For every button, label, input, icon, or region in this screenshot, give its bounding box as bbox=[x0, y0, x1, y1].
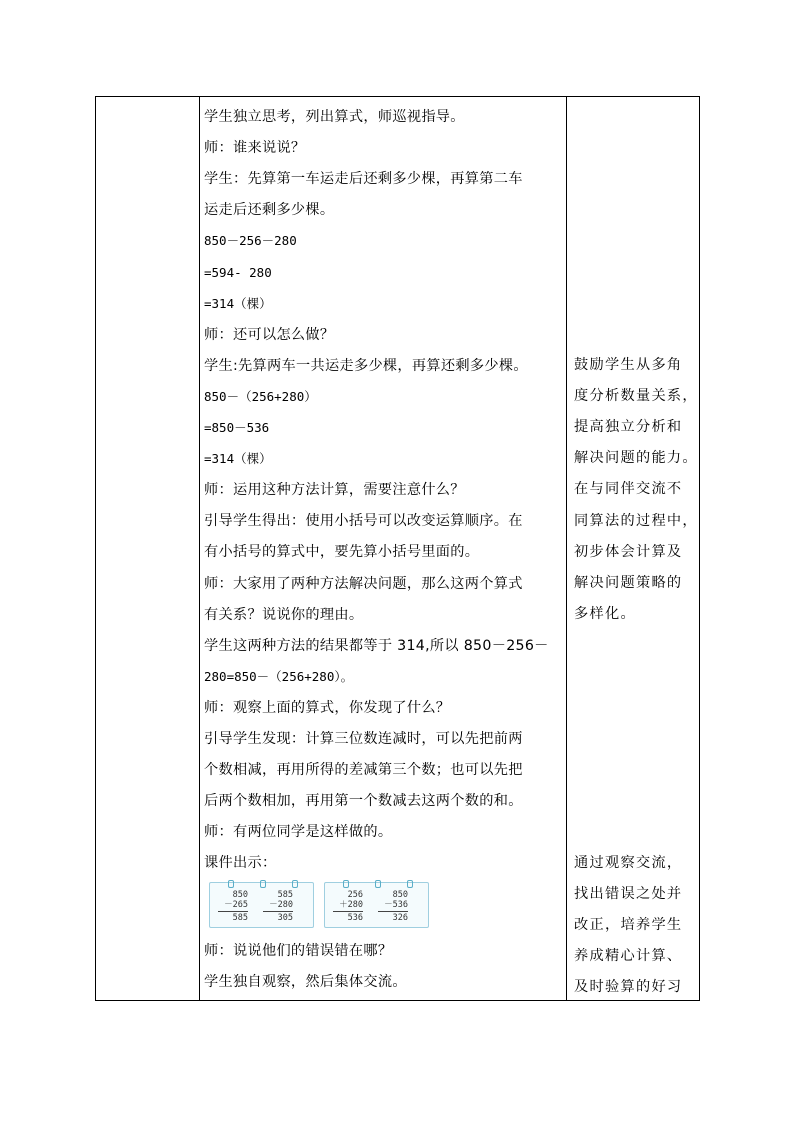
text-line: 280=850－（256+280）。 bbox=[204, 668, 354, 684]
calc-operand: －536 bbox=[384, 899, 408, 910]
design-note-line: 解决问题的能力。 bbox=[574, 450, 698, 467]
calc-top: 585 bbox=[277, 889, 293, 900]
text-line: 师：谁来说说？ bbox=[204, 140, 306, 157]
column-divider-2 bbox=[566, 97, 567, 1000]
design-note-line: 初步体会计算及 bbox=[574, 543, 683, 560]
binder-ring-icon bbox=[292, 880, 298, 888]
vertical-calculation bbox=[333, 890, 363, 923]
binder-ring-icon bbox=[343, 880, 349, 888]
calc-operand: －280 bbox=[269, 899, 293, 910]
text-line: 有关系？说说你的理由。 bbox=[204, 606, 364, 623]
vertical-calculation bbox=[263, 890, 293, 923]
text-line: 师：有两位同学是这样做的。 bbox=[204, 824, 393, 841]
design-note-line: 在与同伴交流不 bbox=[574, 481, 683, 498]
design-note-line: 养成精心计算、 bbox=[574, 948, 683, 965]
text-line: 师：还可以怎么做？ bbox=[204, 326, 335, 343]
text-line: 学生独自观察，然后集体交流。 bbox=[204, 973, 407, 990]
binder-ring-icon bbox=[407, 880, 413, 888]
design-note-line: 及时验算的好习 bbox=[574, 979, 683, 996]
text-line: 有小括号的算式中，要先算小括号里面的。 bbox=[204, 544, 480, 561]
design-note-line: 同算法的过程中， bbox=[574, 512, 698, 529]
text-line: 师：说说他们的错误错在哪？ bbox=[204, 942, 393, 959]
design-note-line: 提高独立分析和 bbox=[574, 419, 683, 436]
text-line: 850－256－280 bbox=[204, 233, 297, 249]
text-line: =850－536 bbox=[204, 420, 270, 435]
calc-operand: －265 bbox=[224, 899, 248, 910]
text-line: 学生:先算两车一共运走多少棵，再算还剩多少棵。 bbox=[204, 357, 528, 374]
text-line: 学生独立思考，列出算式，师巡视指导。 bbox=[204, 109, 465, 125]
text-line: 学生这两种方法的结果都等于 314,所以 850－256－ bbox=[204, 637, 549, 654]
binder-ring-icon bbox=[228, 880, 234, 888]
text-line: 师：大家用了两种方法解决问题，那么这两个算式 bbox=[204, 575, 523, 592]
calc-rule bbox=[333, 911, 363, 912]
text-line: =314（棵） bbox=[204, 451, 272, 467]
text-line: 师：观察上面的算式，你发现了什么？ bbox=[204, 699, 451, 716]
calc-top: 850 bbox=[392, 889, 408, 900]
text-line: 引导学生发现：计算三位数连减时，可以先把前两 bbox=[204, 731, 523, 747]
text-line: 学生：先算第一车运走后还剩多少棵，再算第二车 bbox=[204, 171, 523, 188]
calc-operand: ＋280 bbox=[339, 899, 363, 910]
calc-result: 536 bbox=[347, 912, 363, 923]
vertical-calculation bbox=[218, 890, 248, 923]
calc-result: 326 bbox=[392, 912, 408, 923]
design-note-line: 改正，培养学生 bbox=[574, 917, 683, 934]
calc-result: 585 bbox=[232, 912, 248, 923]
design-note-line: 解决问题策略的 bbox=[574, 574, 683, 591]
column-divider-1 bbox=[199, 97, 200, 1000]
lesson-table bbox=[95, 96, 700, 1001]
binder-ring-icon bbox=[260, 880, 266, 888]
calc-rule bbox=[378, 911, 408, 912]
calc-rule bbox=[218, 911, 248, 912]
slide-card bbox=[324, 882, 429, 928]
design-note-line: 通过观察交流， bbox=[574, 855, 683, 871]
text-line: =314（棵） bbox=[204, 295, 272, 311]
design-note-line: 鼓励学生从多角 bbox=[574, 357, 683, 373]
text-line: 后两个数相加，再用第一个数减去这两个数的和。 bbox=[204, 793, 523, 810]
text-line: 师：运用这种方法计算，需要注意什么？ bbox=[204, 482, 465, 499]
text-line: 个数相减，再用所得的差减第三个数；也可以先把 bbox=[204, 762, 523, 779]
binder-ring-icon bbox=[375, 880, 381, 888]
design-note-line: 找出错误之处并 bbox=[574, 886, 683, 903]
text-line: 850－（256+280） bbox=[204, 388, 317, 404]
text-line: 运走后还剩多少棵。 bbox=[204, 202, 335, 219]
slide-image bbox=[209, 882, 439, 930]
calc-rule bbox=[263, 911, 293, 912]
text-line: =594- 280 bbox=[204, 264, 272, 280]
vertical-calculation bbox=[378, 890, 408, 923]
design-note-line: 度分析数量关系， bbox=[574, 388, 698, 405]
text-line: 引导学生得出：使用小括号可以改变运算顺序。在 bbox=[204, 513, 523, 530]
calc-result: 305 bbox=[277, 912, 293, 923]
calc-top: 256 bbox=[347, 889, 363, 900]
slide-card bbox=[209, 882, 314, 928]
text-line: 课件出示： bbox=[204, 855, 277, 872]
design-note-line: 多样化。 bbox=[574, 605, 636, 622]
calc-top: 850 bbox=[232, 889, 248, 900]
